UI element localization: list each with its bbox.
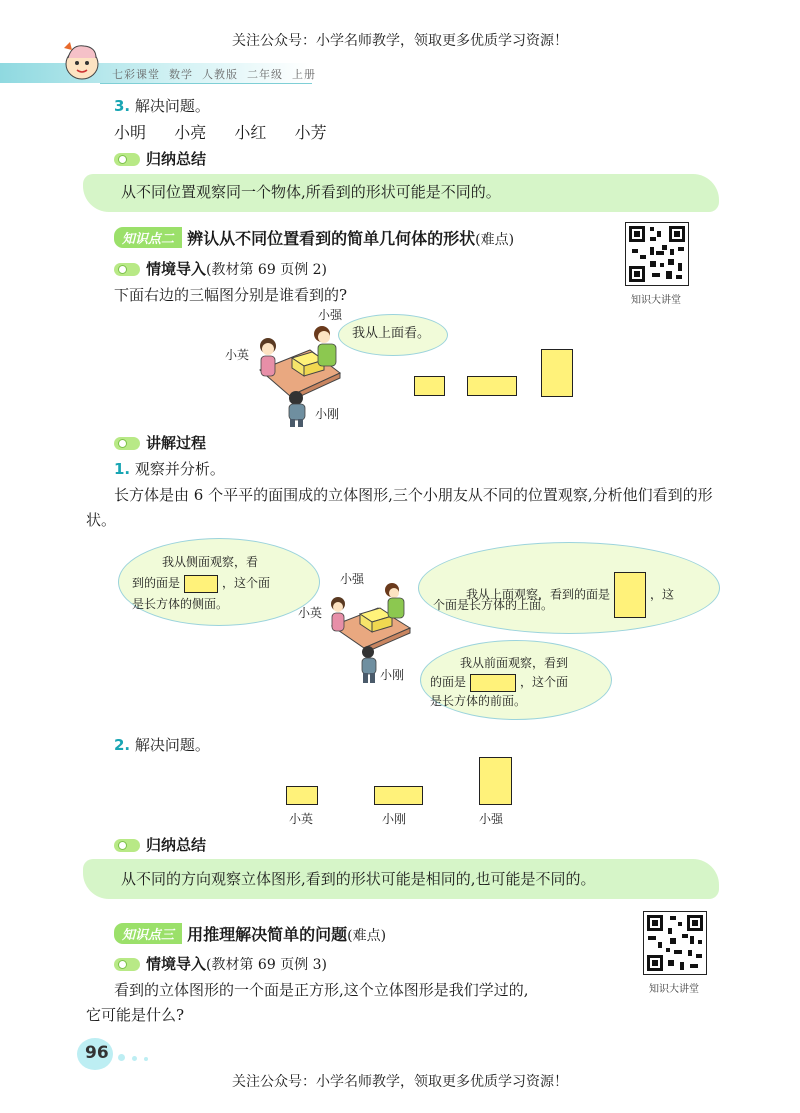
speech-text: 我从上面看。 — [352, 326, 431, 341]
kp2-qr-label: 知识大讲堂 — [631, 295, 681, 306]
summary1-heading-text: 归纳总结 — [146, 150, 207, 168]
pill-icon — [114, 153, 140, 166]
answer-3: 小红 — [234, 123, 267, 142]
kp2-difficulty: (难点) — [475, 232, 515, 248]
summary2-heading-text: 归纳总结 — [146, 836, 207, 854]
qr-code-icon[interactable] — [643, 911, 707, 975]
shape-small-rect — [414, 376, 445, 396]
bubble-right-bottom-line2a: 的面是 — [430, 675, 467, 689]
bubble-right-bottom-line2b: ，这个面 — [520, 675, 569, 689]
kp3-difficulty: (难点) — [347, 928, 387, 944]
kp2-title-text: 辨认从不同位置看到的简单几何体的形状 — [187, 229, 476, 248]
kp2-process-heading — [114, 432, 206, 453]
mascot-icon — [58, 38, 104, 84]
summary1-heading — [114, 148, 206, 169]
summary2-box — [83, 859, 719, 899]
kp2-intro-hint: (教材第 69 页例 2) — [206, 262, 328, 278]
answer-label-2: 小刚 — [382, 812, 407, 826]
kp3-tag: 知识点三 — [114, 923, 182, 944]
answer-2: 小亮 — [174, 123, 207, 142]
bubble-left-line2b: ，这个面 — [222, 576, 271, 590]
bubble-right-bottom-shape — [470, 674, 516, 692]
header-term: 上册 — [292, 68, 316, 81]
shape-wide-rect — [467, 376, 517, 396]
summary2-heading — [114, 834, 206, 855]
answer-1: 小明 — [114, 123, 147, 142]
bubble-left-line3: 是长方体的侧面。 — [132, 597, 229, 611]
bottom-promo-note: 关注公众号：小学名师教学，领取更多优质学习资源！ — [232, 1074, 568, 1090]
bubble-right-top-line1a: 我从上面观察，看到的面是 — [466, 587, 611, 602]
step1-title: 观察并分析。 — [134, 460, 225, 478]
header-grade: 二年级 — [247, 68, 283, 81]
bubble-right-top-line2: 个面是长方体的上面。 — [433, 598, 554, 612]
kp3-qr-label: 知识大讲堂 — [649, 984, 699, 995]
bubble-left-line2 — [132, 574, 270, 593]
header-series: 七彩课堂 — [112, 68, 160, 81]
dot-icon — [118, 1054, 125, 1061]
kp3-title-text: 用推理解决简单的问题 — [187, 925, 348, 944]
answer-4: 小芳 — [294, 123, 327, 142]
bubble-left-shape — [184, 575, 218, 593]
header-subject: 数学 — [169, 68, 193, 81]
section1-answers — [114, 121, 327, 145]
kids-table-illustration-2 — [322, 578, 422, 688]
bubble-left-line1: 我从侧面观察，看 — [162, 555, 259, 569]
top-promo-note: 关注公众号：小学名师教学，领取更多优质学习资源！ — [232, 33, 568, 49]
pill-icon — [114, 437, 140, 450]
step2-title: 解决问题。 — [134, 736, 210, 754]
bubble-right-bottom-line1: 我从前面观察，看到 — [460, 656, 569, 670]
kp3-title — [187, 925, 386, 944]
page-number: 96 — [85, 1043, 109, 1063]
kp3-question-line2: 它可能是什么? — [86, 1006, 185, 1024]
section1-heading — [114, 94, 210, 118]
shape-tall-rect — [541, 349, 573, 397]
answer-shape-tall — [479, 757, 512, 805]
section1-title: 解决问题。 — [134, 97, 210, 115]
answer-shape-small — [286, 786, 318, 805]
kp2-tag: 知识点二 — [114, 227, 182, 248]
kp2-title — [187, 229, 514, 248]
answer-label-1: 小英 — [289, 812, 314, 826]
summary1-box — [83, 174, 719, 212]
step1-heading — [114, 457, 225, 481]
kp3-header — [114, 922, 386, 945]
kp2-intro-heading — [114, 258, 327, 279]
scene1-label-xiaoying: 小英 — [225, 348, 250, 362]
kp3-intro-heading — [114, 953, 327, 974]
section1-number: 3. — [114, 97, 131, 115]
answer-shape-wide — [374, 786, 423, 805]
qr-code-icon[interactable] — [625, 222, 689, 286]
pill-icon — [114, 958, 140, 971]
step1-number: 1. — [114, 460, 131, 478]
bubble-left-line2a: 到的面是 — [132, 576, 181, 590]
dot-icon — [132, 1056, 137, 1061]
answer-label-3: 小强 — [479, 812, 504, 826]
scene2-label-xiaogang: 小刚 — [380, 668, 405, 682]
kp2-header — [114, 226, 514, 249]
dot-icon — [144, 1057, 148, 1061]
scene2-label-xiaoqiang: 小强 — [340, 572, 365, 586]
kp3-question-line1: 看到的立体图形的一个面是正方形,这个立体图形是我们学过的, — [114, 981, 529, 999]
kp2-intro-heading-text: 情境导入 — [146, 260, 207, 278]
pill-icon — [114, 839, 140, 852]
bubble-right-top-line1b: ，这 — [650, 587, 675, 602]
scene2-label-xiaoying: 小英 — [298, 606, 323, 620]
kp2-process-heading-text: 讲解过程 — [146, 434, 207, 452]
step2-heading — [114, 733, 210, 757]
header-divider — [100, 83, 312, 84]
kp3-intro-heading-text: 情境导入 — [146, 955, 207, 973]
header-text — [112, 66, 316, 82]
bubble-right-top-shape — [614, 572, 646, 618]
bubble-right-bottom-line3: 是长方体的前面。 — [430, 694, 527, 708]
step2-number: 2. — [114, 736, 131, 754]
kp3-intro-hint: (教材第 69 页例 3) — [206, 957, 328, 973]
header-edition: 人教版 — [202, 68, 238, 81]
summary2-text: 从不同的方向观察立体图形,看到的形状可能是相同的,也可能是不同的。 — [121, 870, 596, 888]
scene1-label-xiaogang: 小刚 — [315, 407, 340, 421]
summary1-text: 从不同位置观察同一个物体,所看到的形状可能是不同的。 — [121, 183, 501, 201]
kp2-question: 下面右边的三幅图分别是谁看到的? — [114, 286, 348, 304]
pill-icon — [114, 263, 140, 276]
analysis-paragraph: 长方体是由 6 个平平的面围成的立体图形,三个小朋友从不同的位置观察,分析他们看到的形状。 — [86, 486, 713, 529]
scene1-label-xiaoqiang: 小强 — [318, 308, 343, 322]
bubble-right-bottom-line2 — [430, 673, 568, 692]
